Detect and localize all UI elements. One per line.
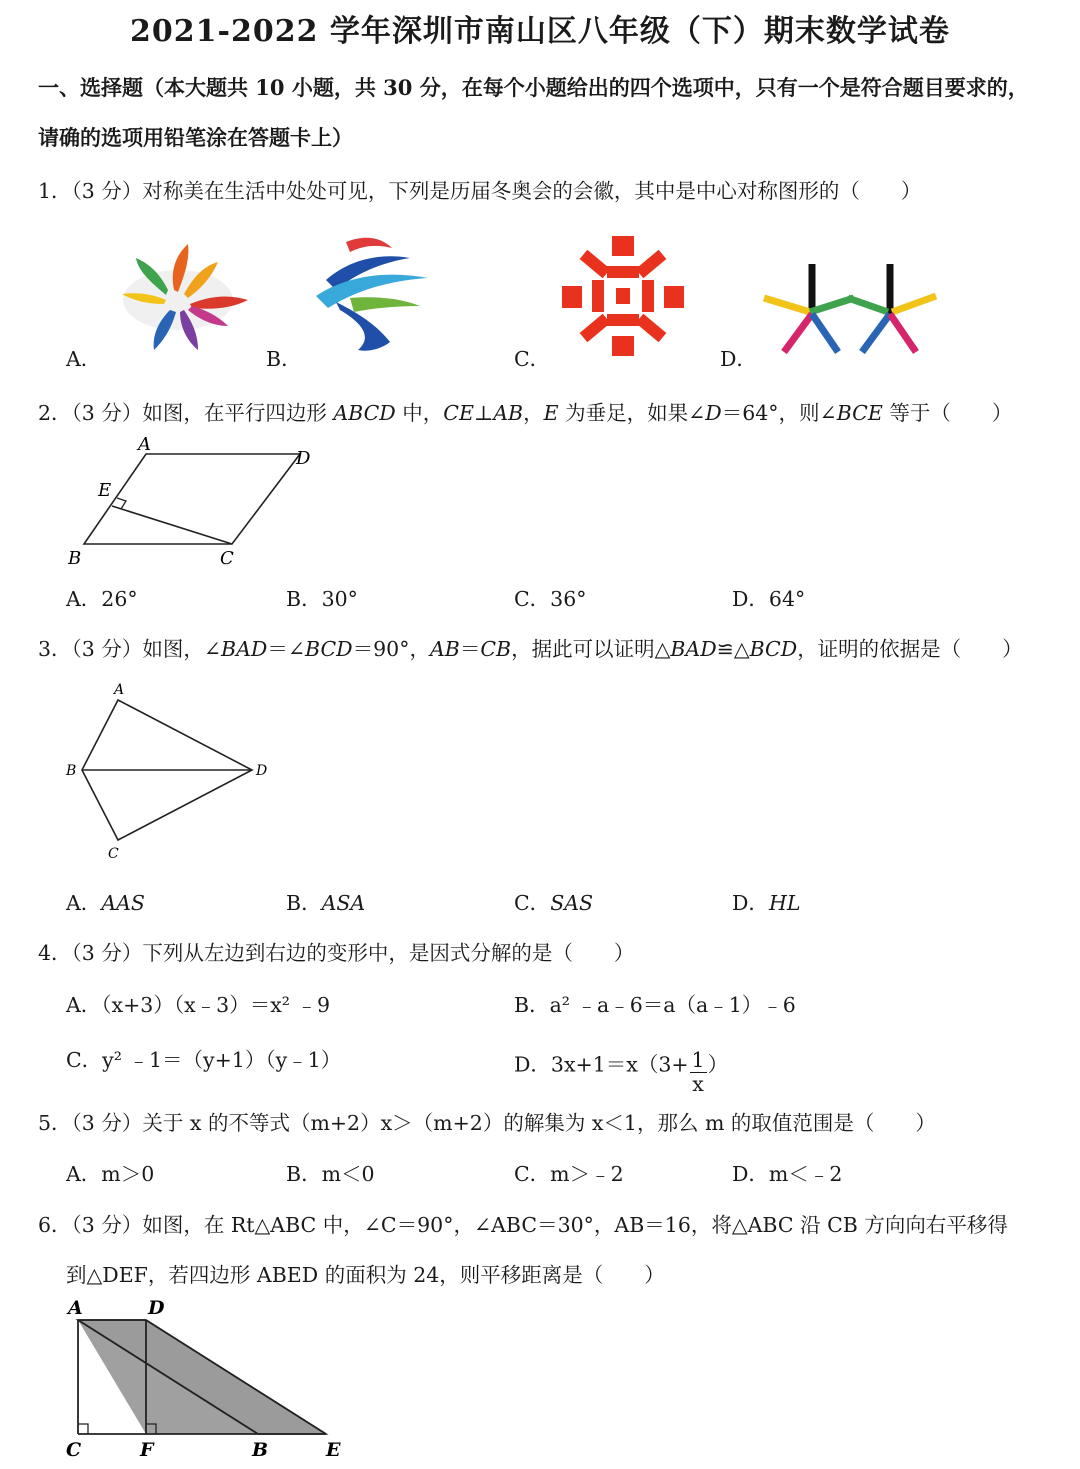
emblem-d-sticks-image: [764, 262, 940, 356]
page-title: 2021-2022 学年深圳市南山区八年级（下）期末数学试卷: [130, 14, 950, 49]
q2-parallelogram-figure: [60, 432, 330, 572]
emblem-a-flames-image: [118, 240, 268, 360]
q3-option-c: C．SAS: [514, 891, 594, 915]
q6-label-f: F: [140, 1439, 154, 1461]
q4-option-b: B．a² ﹣a﹣6＝a（a﹣1）﹣6: [514, 993, 796, 1017]
q2-option-d: D．64°: [732, 587, 806, 611]
q2-label-a: A: [138, 434, 151, 455]
q6-translation-figure: [56, 1294, 366, 1464]
q2-option-a: A．26°: [66, 587, 138, 611]
q1-option-b: B．: [266, 347, 302, 371]
q1-option-a: A．: [66, 347, 102, 371]
question-6-stem-line2: 到△DEF，若四边形 ABED 的面积为 24，则平移距离是（ ）: [66, 1263, 665, 1287]
q5-option-d: D．m＜﹣2: [732, 1162, 843, 1186]
question-4-stem: 4．（3 分）下列从左边到右边的变形中，是因式分解的是（ ）: [38, 941, 635, 965]
q3-label-d: D: [256, 763, 268, 779]
question-1-stem: 1．（3 分）对称美在生活中处处可见，下列是历届冬奥会的会徽，其中是中心对称图形的（ ）: [38, 179, 922, 203]
q3-label-a: A: [114, 682, 125, 698]
q2-option-c: C．36°: [514, 587, 587, 611]
q3-label-c: C: [108, 846, 119, 862]
q3-option-b: B．ASA: [286, 891, 366, 915]
emblem-b-ribbon-image: [306, 232, 436, 357]
q6-label-a: A: [68, 1297, 83, 1319]
q3-option-d: D．HL: [732, 891, 801, 915]
emblem-c-red-geometric-image: [562, 236, 684, 356]
q4-option-c: C．y² ﹣1＝（y+1）（y﹣1）: [66, 1048, 342, 1072]
question-6-stem-line1: 6．（3 分）如图，在 Rt△ABC 中，∠C＝90°，∠ABC＝30°，AB＝16，将△ABC 沿 CB 方向向右平移得: [38, 1213, 1008, 1237]
q2-option-b: B．30°: [286, 587, 358, 611]
section-header-line1: 一、选择题（本大题共 10 小题，共 30 分，在每个小题给出的四个选项中，只有一个是符合题目要求的，: [38, 75, 1029, 100]
question-5-stem: 5．（3 分）关于 x 的不等式（m+2）x＞（m+2）的解集为 x＜1，那么 m 的取值范围是（ ）: [38, 1111, 936, 1135]
q2-label-b: B: [68, 548, 82, 569]
q1-option-c: C．: [514, 347, 551, 371]
q1-option-d: D．: [720, 347, 757, 371]
q5-option-c: C．m＞﹣2: [514, 1162, 624, 1186]
q4-option-a: A．（x+3）（x﹣3）＝x² ﹣9: [66, 993, 331, 1017]
q4-option-d: D．3x+1＝x（3+ $\frac{1}{x}$ ）: [514, 1048, 729, 1096]
question-2-stem: 2．（3 分）如图，在平行四边形 ABCD 中，CE⊥AB，E 为垂足，如果∠D＝64°，则∠BCE 等于（ ）: [38, 401, 1013, 425]
q3-kite-figure: [60, 680, 280, 865]
q6-label-d: D: [148, 1297, 165, 1319]
q6-label-e: E: [326, 1439, 341, 1461]
q5-option-a: A．m＞0: [66, 1162, 155, 1186]
q3-label-b: B: [66, 763, 77, 779]
q2-label-c: C: [220, 548, 234, 569]
question-3-stem: 3．（3 分）如图，∠BAD＝∠BCD＝90°，AB＝CB，据此可以证明△BAD≌△BCD，证明的依据是（ ）: [38, 637, 1023, 661]
q6-label-b: B: [252, 1439, 269, 1461]
q5-option-b: B．m＜0: [286, 1162, 375, 1186]
q2-label-e: E: [98, 480, 112, 501]
q3-option-a: A．AAS: [66, 891, 145, 915]
q2-label-d: D: [296, 448, 311, 469]
q6-label-c: C: [66, 1439, 82, 1461]
section-header-line2: 请确的选项用铅笔涂在答题卡上）: [38, 125, 353, 150]
